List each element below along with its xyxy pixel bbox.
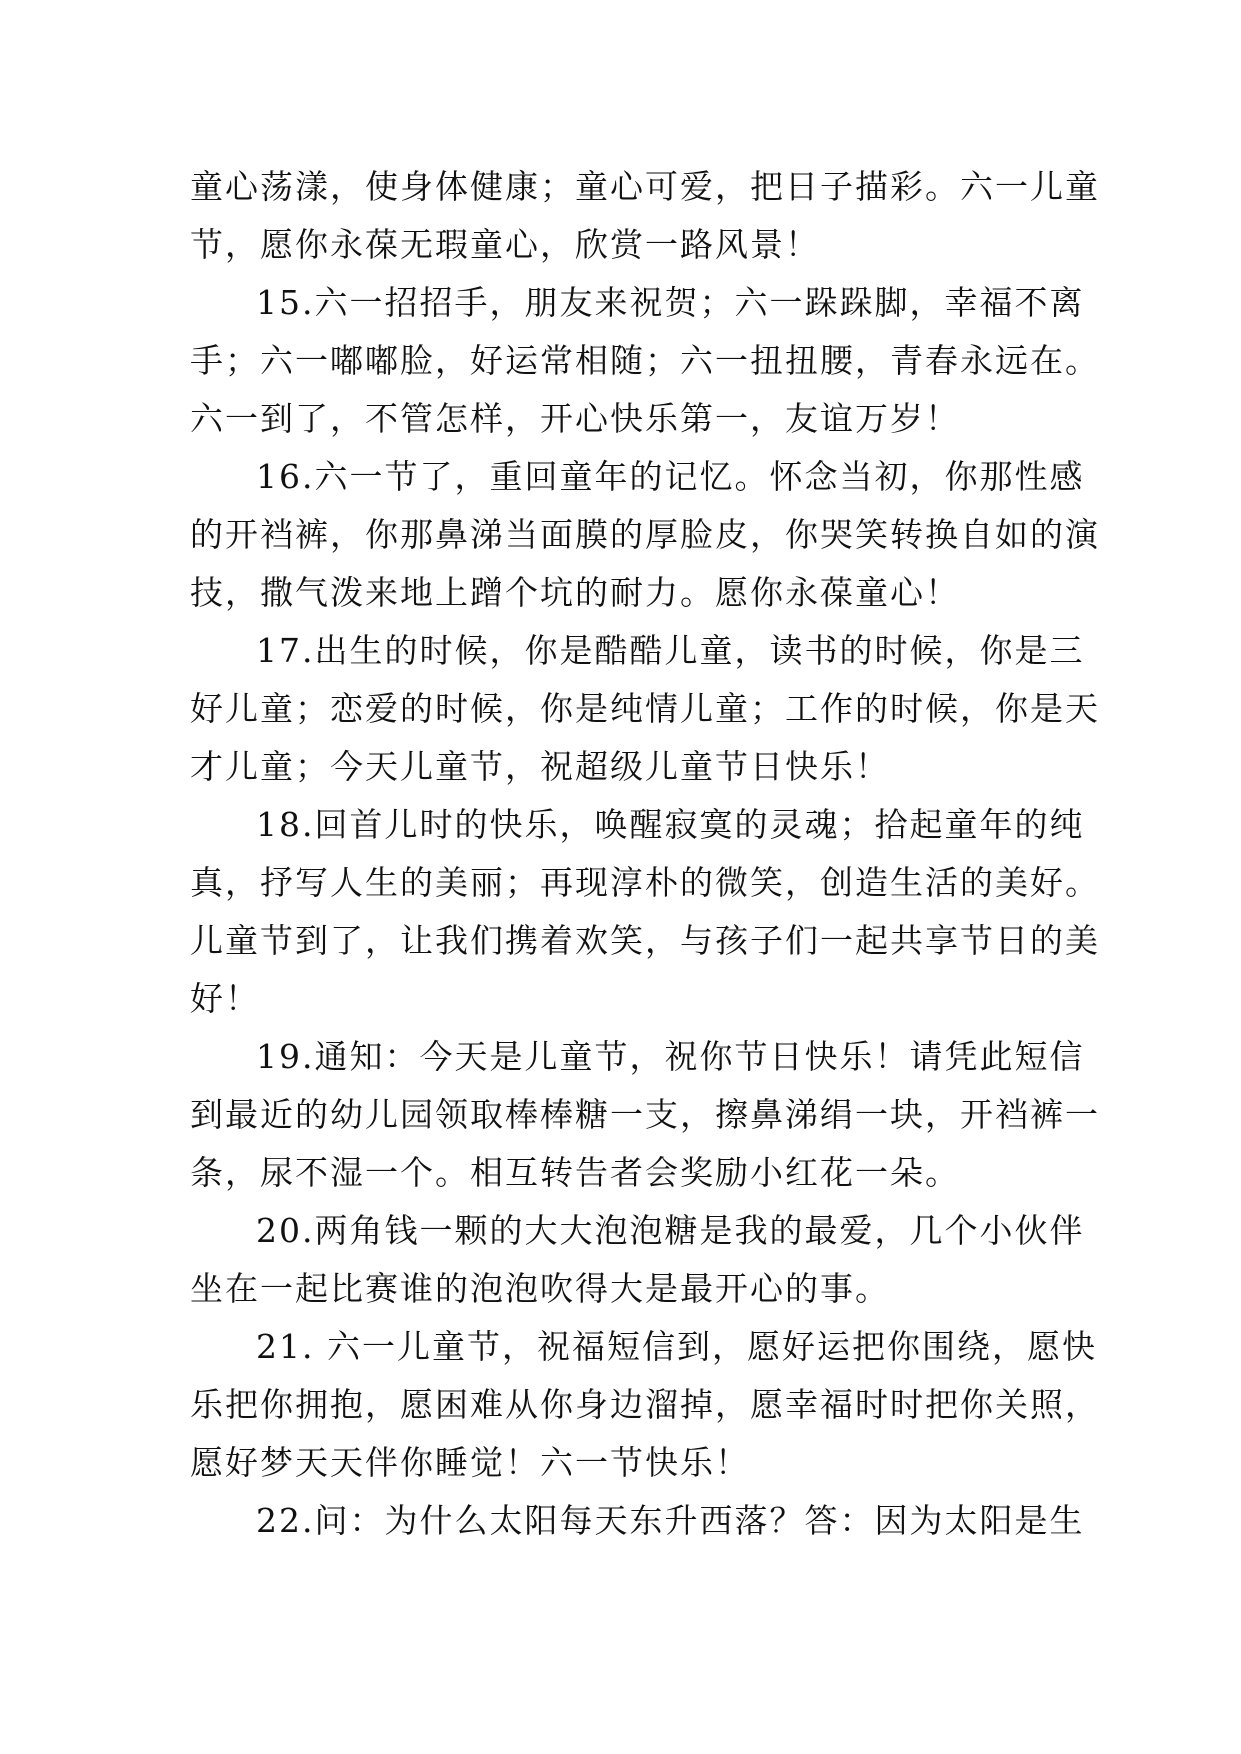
text-line: 好儿童；恋爱的时候，你是纯情儿童；工作的时候，你是天 [190,689,1100,728]
paragraph-19 [190,1028,1100,1202]
text-line: 到最近的幼儿园领取棒棒糖一支，擦鼻涕绢一块，开裆裤一 [190,1095,1100,1134]
paragraph-17 [190,622,1100,796]
text-line: 21. 六一儿童节，祝福短信到，愿好运把你围绕，愿快 [256,1327,1097,1366]
text-line: 17.出生的时候，你是酷酷儿童，读书的时候，你是三 [256,631,1085,670]
paragraph-16 [190,448,1100,622]
text-line: 节，愿你永葆无瑕童心，欣赏一路风景！ [190,225,820,264]
text-line: 22.问：为什么太阳每天东升西落？答：因为太阳是生 [256,1501,1085,1540]
text-line: 的开裆裤，你那鼻涕当面膜的厚脸皮，你哭笑转换自如的演 [190,515,1100,554]
text-line: 18.回首儿时的快乐，唤醒寂寞的灵魂；拾起童年的纯 [256,805,1085,844]
text-line: 愿好梦天天伴你睡觉！六一节快乐！ [190,1443,750,1482]
paragraph-22 [190,1492,1085,1550]
body-text [190,158,1100,1550]
text-line: 六一到了，不管怎样，开心快乐第一，友谊万岁！ [190,399,960,438]
text-line: 坐在一起比赛谁的泡泡吹得大是最开心的事。 [190,1269,890,1308]
text-line: 手；六一嘟嘟脸，好运常相随；六一扭扭腰，青春永远在。 [190,341,1100,380]
text-line: 16.六一节了，重回童年的记忆。怀念当初，你那性感 [256,457,1085,496]
text-line: 童心荡漾，使身体健康；童心可爱，把日子描彩。六一儿童 [190,167,1100,206]
text-line: 技，撒气泼来地上蹭个坑的耐力。愿你永葆童心！ [190,573,960,612]
paragraph-21 [190,1318,1100,1492]
paragraph-18 [190,796,1100,1028]
text-line: 条，尿不湿一个。相互转告者会奖励小红花一朵。 [190,1153,960,1192]
text-line: 真，抒写人生的美丽；再现淳朴的微笑，创造生活的美好。 [190,863,1100,902]
text-line: 儿童节到了，让我们携着欢笑，与孩子们一起共享节日的美 [190,921,1100,960]
paragraph-14-continued [190,158,1100,274]
paragraph-15 [190,274,1100,448]
text-line: 19.通知：今天是儿童节，祝你节日快乐！请凭此短信 [256,1037,1085,1076]
text-line: 乐把你拥抱，愿困难从你身边溜掉，愿幸福时时把你关照， [190,1385,1100,1424]
text-line: 好！ [190,979,260,1018]
text-line: 20.两角钱一颗的大大泡泡糖是我的最爱，几个小伙伴 [256,1211,1085,1250]
text-line: 15.六一招招手，朋友来祝贺；六一跺跺脚，幸福不离 [256,283,1085,322]
text-line: 才儿童；今天儿童节，祝超级儿童节日快乐！ [190,747,890,786]
paragraph-20 [190,1202,1085,1318]
